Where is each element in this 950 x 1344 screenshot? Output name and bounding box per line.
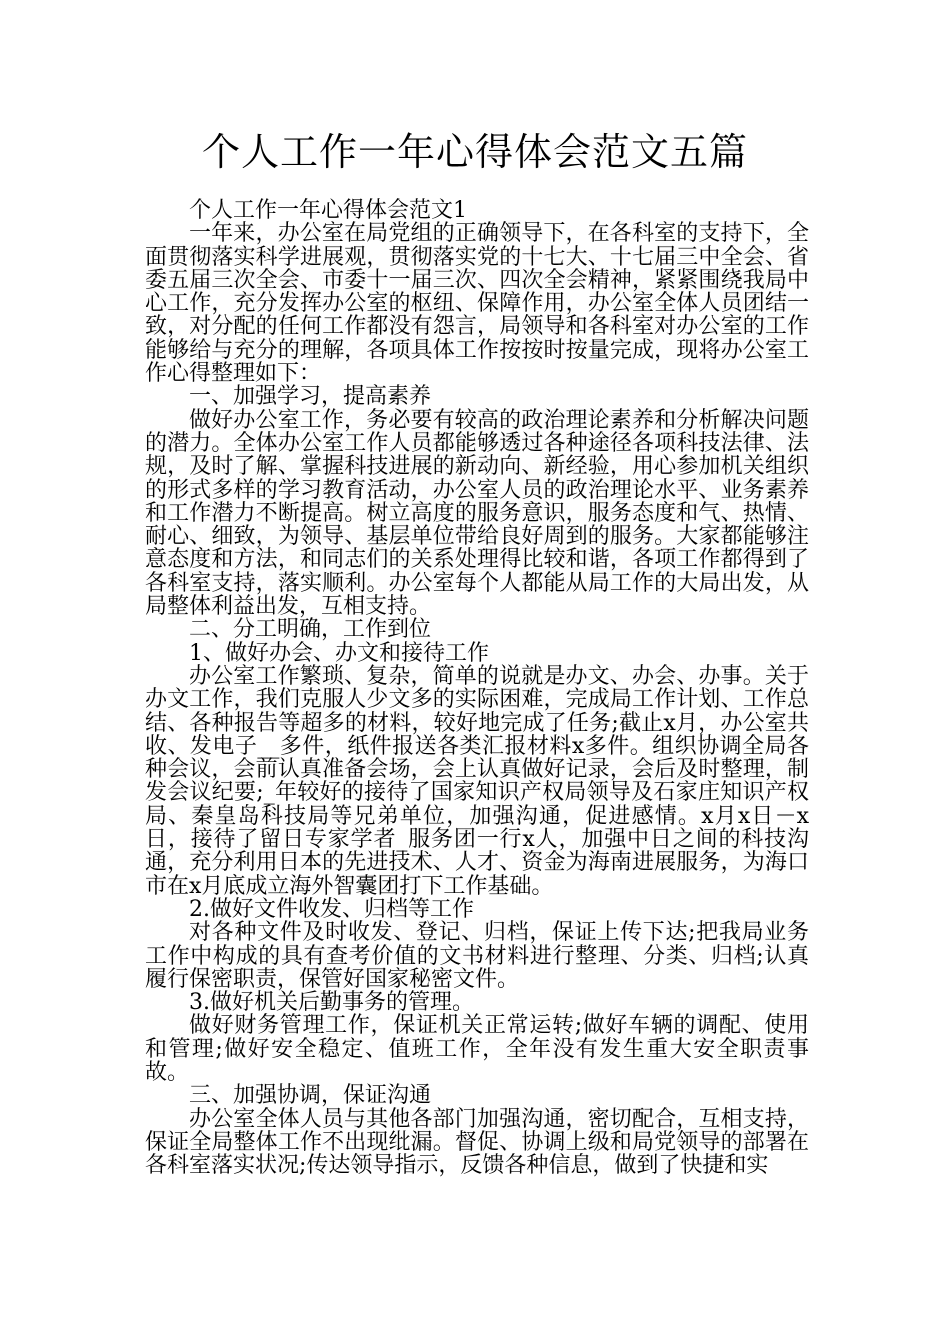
section-heading-study: 一、加强学习，提高素养 <box>189 384 432 410</box>
document-body <box>145 199 809 1177</box>
subheading-meetings: 1、做好办会、办文和接待工作 <box>189 640 489 666</box>
section-heading-division: 二、分工明确，工作到位 <box>189 617 432 643</box>
subheading-documents: 2.做好文件收发、归档等工作 <box>189 896 474 922</box>
section-heading-coordination: 三、加强协调，保证沟通 <box>189 1083 432 1109</box>
logistics-paragraph: 做好财务管理工作，保证机关正常运转;做好车辆的调配、使用和管理;做好安全稳定、值班工作，全年没有发生重大安全职责事故。 <box>145 1013 809 1085</box>
subheading-logistics: 3.做好机关后勤事务的管理。 <box>189 990 474 1016</box>
study-paragraph: 做好办公室工作，务必要有较高的政治理论素养和分析解决问题的潜力。全体办公室工作人员都能够透过各种途径各项科技法律、法规，及时了解、掌握科技进展的新动向、新经验，用心参加机关组织的形式多样的学习教育活动，办公室人员的政治理论水平、业务素养和工作潜力不断提高。树立高度的服务意识，服务态度和气、热情、耐心、细致，为领导、基层单位带给良好周到的服务。大家都能够注意态度和方法，和同志们的关系处理得比较和谐，各项工作都得到了各科室支持，落实顺利。办公室每个人都能从局工作的大局出发，从局整体利益出发，互相支持。 <box>145 407 809 620</box>
intro-paragraph: 一年来，办公室在局党组的正确领导下，在各科室的支持下，全面贯彻落实科学进展观，贯彻落实党的十七大、十七届三中全会、省委五届三次全会、市委十一届三次、四次全会精神，紧紧围绕我局中心工作，充分发挥办公室的枢纽、保障作用，办公室全体人员团结一致，对分配的任何工作都没有怨言，局领导和各科室对办公室的工作能够给与充分的理解，各项具体工作按按时按量完成，现将办公室工作心得整理如下： <box>145 221 809 387</box>
document-title: 个人工作一年心得体会范文五篇 <box>201 130 748 174</box>
meetings-paragraph: 办公室工作繁琐、复杂，简单的说就是办文、办会、办事。关于办文工作，我们克服人少文多的实际困难，完成局工作计划、工作总结、各种报告等超多的材料，较好地完成了任务;截止x月，办公室共收、发电子__多件，纸件报送各类汇报材料x多件。组织协调全局各种会议，会前认真准备会场，会上认真做好记录，会后及时整理，制发会议纪要;_年较好的接待了国家知识产权局领导及石家庄知识产权局、秦皇岛科技局等兄弟单位，加强沟通，促进感情。x月x日－x日，接待了留日专家学者_服务团一行x人，加强中日之间的科技沟通，充分利用日本的先进技术、人才、资金为海南进展服务，为海口市在x月底成立海外智囊团打下工作基础。 <box>145 663 809 899</box>
coordination-paragraph: 办公室全体人员与其他各部门加强沟通，密切配合，互相支持，保证全局整体工作不出现纰漏。督促、协调上级和局党领导的部署在各科室落实状况;传达领导指示，反馈各种信息，做到了快捷和实 <box>145 1106 809 1179</box>
subtitle-paragraph: 个人工作一年心得体会范文1 <box>189 198 467 223</box>
documents-paragraph: 对各种文件及时收发、登记、归档，保证上传下达;把我局业务工作中构成的具有查考价值的文书材料进行整理、分类、归档;认真履行保密职责，保管好国家秘密文件。 <box>145 920 809 992</box>
